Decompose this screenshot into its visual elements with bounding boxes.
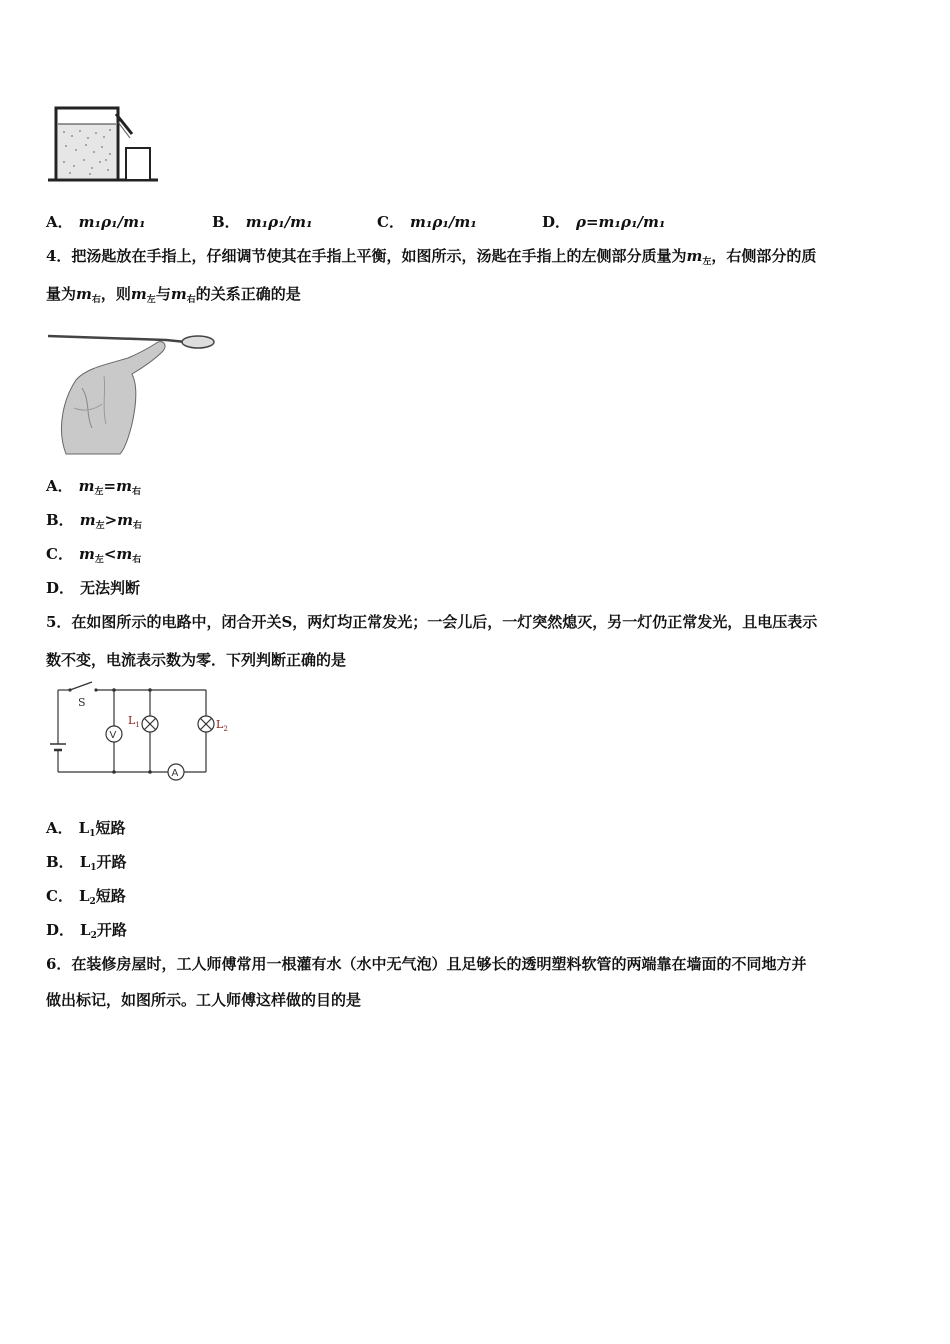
q3-option-a: A． m₁ρ₁/m₁ [46,213,146,231]
lamp-l1-label: $L_1$ [128,714,140,729]
overflow-container-figure [46,100,166,186]
q5-stem-line1: 5．在如图所示的电路中，闭合开关S，两灯均正常发光；一会儿后，一灯突然熄灭，另一灯仍正常发光，且电压表示 [46,613,818,631]
q4-stem-line2: 量为$m_右$，则$m_左$与$m_右$的关系正确的是 [46,285,301,305]
q4-option-d: D． 无法判断 [46,579,141,597]
q3-option-c: C． m₁ρ₁/m₁ [377,213,477,231]
q5-option-c: C． $L_2$短路 [46,887,126,907]
q4-stem-line1: 4．把汤匙放在手指上，仔细调节使其在手指上平衡，如图所示，汤匙在手指上的左侧部分质量为$m_左$，右侧部分的质 [46,247,817,267]
q5-option-a: A． $L_1$短路 [46,819,126,839]
circuit-diagram [46,680,246,784]
q6-stem-line1: 6．在装修房屋时，工人师傅常用一根灌有水（水中无气泡）且足够长的透明塑料软管的两端靠在墙面的不同地方并 [46,955,807,973]
q3-option-d: D． ρ=m₁ρ₁/m₁ [542,213,666,231]
switch-label: S [78,696,86,709]
q4-option-c: C． $m_左<m_右$ [46,545,142,565]
svg-text:V: V [109,730,117,741]
q4-option-b: B． $m_左>m_右$ [46,511,143,531]
svg-text:A: A [171,768,179,779]
q5-stem-line2: 数不变，电流表示数为零．下列判断正确的是 [46,651,347,669]
lamp-l2-label: $L_2$ [216,718,228,733]
q6-stem-line2: 做出标记，如图所示。工人师傅这样做的目的是 [46,991,362,1009]
q3-option-b: B． m₁ρ₁/m₁ [212,213,313,231]
q5-option-b: B． $L_1$开路 [46,853,127,873]
q4-option-a: A． $m_左=m_右$ [46,477,141,497]
q5-option-d: D． $L_2$开路 [46,921,127,941]
spoon-on-finger-figure [46,328,216,456]
